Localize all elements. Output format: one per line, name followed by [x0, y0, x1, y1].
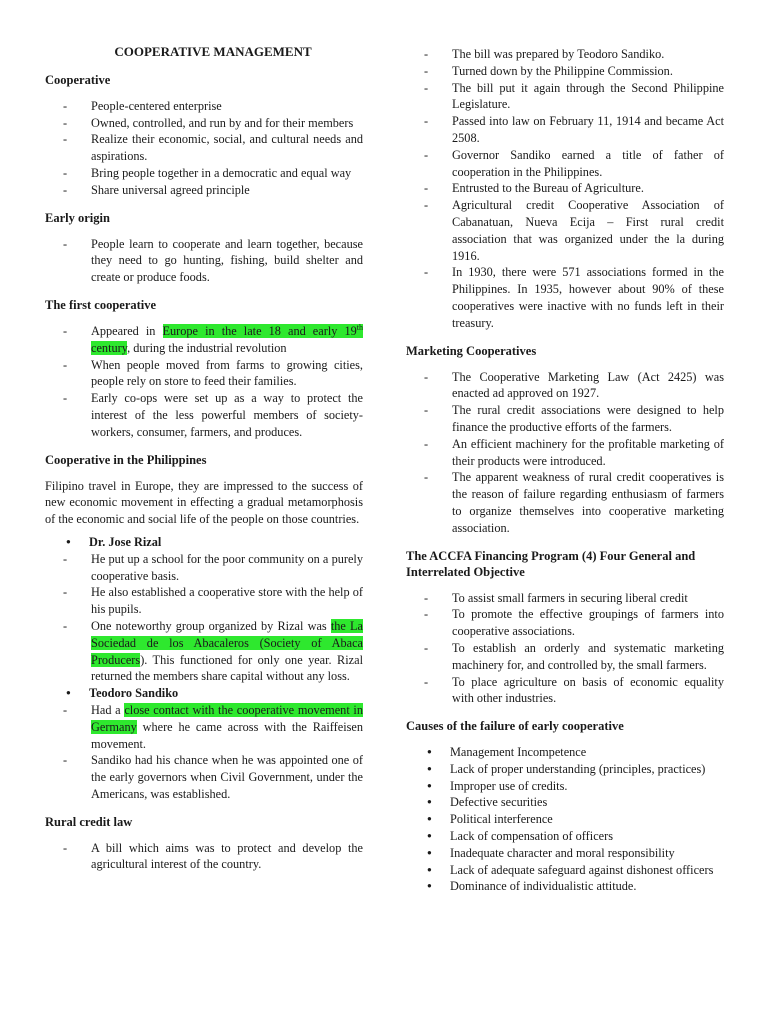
list-item: ● Inadequate character and moral responsibility — [406, 845, 724, 862]
list-item: - When people moved from farms to growing cities, people rely on store to feed their families. — [45, 357, 363, 391]
item-text: Had a — [91, 702, 125, 717]
section-heading-rural-credit-law: Rural credit law — [45, 814, 133, 829]
item-text: where he came across with the Raiffeisen movement. — [91, 719, 363, 751]
item-text: ). This functioned for only one year. Rizal returned the members share capital without any loss. — [91, 652, 363, 684]
highlighted-text-part: century — [91, 340, 128, 355]
list-item: - Entrusted to the Bureau of Agriculture. — [406, 180, 724, 197]
list-item — [45, 702, 363, 752]
section-heading-first-cooperative: The first cooperative — [45, 297, 157, 312]
left-column — [45, 44, 363, 873]
early-origin-list — [45, 236, 363, 286]
list-item: - To place agriculture on basis of economic equality with other industries. — [406, 674, 724, 708]
section-heading-cooperative: Cooperative — [45, 72, 111, 87]
section-heading-philippines: Cooperative in the Philippines — [45, 452, 207, 467]
list-item: - Agricultural credit Cooperative Association of Cabanatuan, Nueva Ecija – First rural credit association that was organized under the la during 1916. — [406, 197, 724, 264]
person-name-sandiko: ● Teodoro Sandiko — [45, 685, 363, 702]
superscript: th — [356, 322, 363, 332]
list-item: - Owned, controlled, and run by and for their members — [45, 115, 363, 132]
first-cooperative-list — [45, 323, 363, 441]
list-item: - The rural credit associations were designed to help finance the productive efforts of the farmers. — [406, 402, 724, 436]
sandiko-list — [45, 702, 363, 803]
philippines-paragraph: Filipino travel in Europe, they are impressed to the success of new economic movement in effecting a gradual metamorphosis of the economic and social life of the people on those countries. — [45, 478, 363, 527]
list-item: - He put up a school for the poor community on a purely cooperative basis. — [45, 551, 363, 585]
list-item: - In 1930, there were 571 associations formed in the Philippines. In 1935, however about 90% of these cooperatives were inactive with no funds left in their treasury. — [406, 264, 724, 331]
list-item: - To promote the effective groupings of farmers into cooperative associations. — [406, 606, 724, 640]
list-item — [45, 323, 363, 357]
list-item: - The bill put it again through the Second Philippine Legislature. — [406, 80, 724, 114]
list-item: - Bring people together in a democratic and equal way — [45, 165, 363, 182]
list-item: - Sandiko had his chance when he was appointed one of the early governors when Civil Government, under the Americans, was established. — [45, 752, 363, 802]
list-item: - Realize their economic, social, and cultural needs and aspirations. — [45, 131, 363, 165]
marketing-list — [406, 369, 724, 537]
list-item: - Passed into law on February 11, 1914 and became Act 2508. — [406, 113, 724, 147]
list-item: - Share universal agreed principle — [45, 182, 363, 199]
section-heading-accfa: The ACCFA Financing Program (4) Four General and Interrelated Objective — [406, 548, 696, 579]
rural-credit-law-continued-list — [406, 46, 724, 332]
list-item: ● Dominance of individualistic attitude. — [406, 878, 724, 895]
item-text: One noteworthy group organized by Rizal was — [91, 618, 331, 633]
rural-credit-law-list — [45, 840, 363, 874]
list-item: - A bill which aims was to protect and develop the agricultural interest of the country. — [45, 840, 363, 874]
list-item: - The bill was prepared by Teodoro Sandiko. — [406, 46, 724, 63]
list-item — [45, 618, 363, 685]
list-item: ● Improper use of credits. — [406, 778, 724, 795]
list-item: ● Defective securities — [406, 794, 724, 811]
item-text: Appeared in — [91, 323, 163, 338]
section-heading-causes: Causes of the failure of early cooperative — [406, 719, 624, 734]
list-item: - The apparent weakness of rural credit cooperatives is the reason of failure regarding enthusiasm of farmers to organize themselves into cooperative marketing association. — [406, 469, 724, 536]
section-heading-marketing: Marketing Cooperatives — [406, 343, 537, 358]
list-item: - People learn to cooperate and learn together, because they need to go hunting, fishing, build shelter and create or produce foods. — [45, 236, 363, 286]
list-item: - The Cooperative Marketing Law (Act 2425) was enacted ad approved on 1927. — [406, 369, 724, 403]
list-item: - Turned down by the Philippine Commission. — [406, 63, 724, 80]
highlighted-text: close contact with the cooperative movement in Germany — [91, 702, 363, 734]
cooperative-list — [45, 98, 363, 199]
sandiko-bullet — [45, 685, 363, 702]
right-column — [406, 46, 724, 895]
list-item: ● Lack of compensation of officers — [406, 828, 724, 845]
rizal-list — [45, 551, 363, 685]
person-name-rizal: ● Dr. Jose Rizal — [45, 534, 363, 551]
list-item: - People-centered enterprise — [45, 98, 363, 115]
list-item: ● Lack of adequate safeguard against dishonest officers — [406, 862, 724, 879]
causes-list — [406, 744, 724, 895]
accfa-list — [406, 590, 724, 708]
list-item: - An efficient machinery for the profitable marketing of their products were introduced. — [406, 436, 724, 470]
page-title: COOPERATIVE MANAGEMENT — [114, 44, 312, 59]
list-item: - He also established a cooperative store with the help of his pupils. — [45, 584, 363, 618]
rizal-bullet — [45, 534, 363, 551]
list-item: - Early co-ops were set up as a way to protect the interest of the less powerful members of society- workers, consumer, farmers, and produces. — [45, 390, 363, 440]
list-item: - To establish an orderly and systematic marketing machinery for, and controlled by, the small farmers. — [406, 640, 724, 674]
highlighted-text-part: Europe in the late 18 and early 19 — [162, 323, 357, 338]
list-item: - To assist small farmers in securing liberal credit — [406, 590, 724, 607]
item-text: , during the industrial revolution — [127, 340, 287, 355]
highlighted-text: the La Sociedad de los Abacaleros (Society of Abaca Producers — [91, 618, 363, 667]
list-item: ● Political interference — [406, 811, 724, 828]
section-heading-early-origin: Early origin — [45, 210, 110, 225]
list-item: ● Lack of proper understanding (principles, practices) — [406, 761, 724, 778]
list-item: ● Management Incompetence — [406, 744, 724, 761]
list-item: - Governor Sandiko earned a title of father of cooperation in the Philippines. — [406, 147, 724, 181]
